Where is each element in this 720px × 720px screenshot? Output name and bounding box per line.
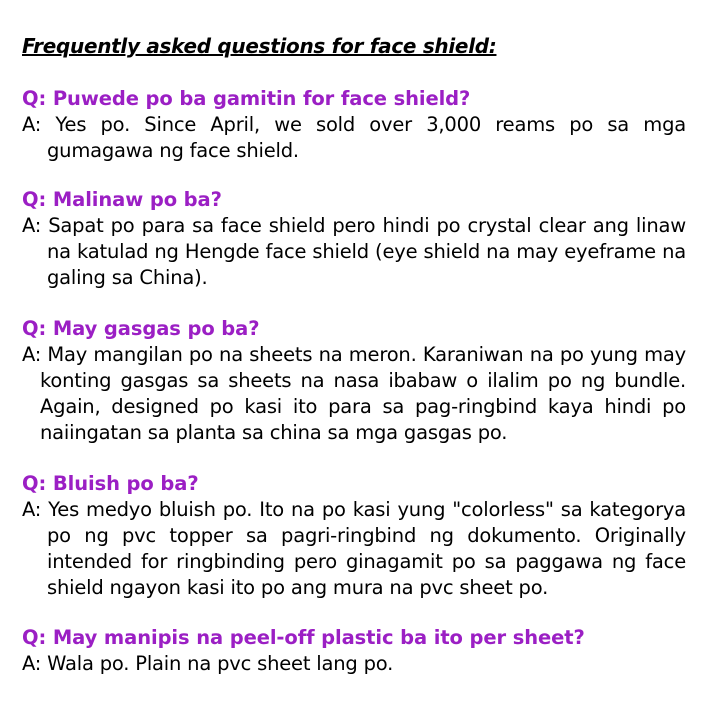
faq-answer: A: Sapat po para sa face shield pero hindi po crystal clear ang linaw na katulad ng Hengde face shield (eye shield na may eyeframe na galing sa China). (22, 214, 686, 289)
faq-item-1 (22, 86, 686, 164)
faq-question: Q: May gasgas po ba? (22, 317, 260, 340)
faq-item-3 (22, 316, 686, 446)
page-title: Frequently asked questions for face shield: (22, 34, 497, 58)
faq-answer: A: Yes po. Since April, we sold over 3,000 reams po sa mga gumagawa ng face shield. (22, 113, 686, 162)
faq-item-4 (22, 471, 686, 601)
faq-question: Q: Bluish po ba? (22, 472, 199, 495)
faq-item-5 (22, 625, 686, 677)
faq-question: Q: May manipis na peel-off plastic ba ito per sheet? (22, 626, 585, 649)
faq-question: Q: Puwede po ba gamitin for face shield? (22, 87, 471, 110)
faq-answer: A: Wala po. Plain na pvc sheet lang po. (22, 652, 394, 675)
faq-answer: A: Yes medyo bluish po. Ito na po kasi yung "colorless" sa kategorya po ng pvc topper sa pagri-ringbind ng dokumento. Originally intended for ringbinding pero ginagamit po sa paggawa ng face shield ngayon kasi ito po ang mura na pvc sheet po. (22, 498, 686, 599)
faq-item-2 (22, 187, 686, 291)
faq-answer: A: May mangilan po na sheets na meron. Karaniwan na po yung may konting gasgas sa sheets na nasa ibabaw o ilalim po ng bundle. Again, designed po kasi ito para sa pag-ringbind kaya hindi po naiingatan sa planta sa china sa mga gasgas po. (22, 343, 686, 444)
faq-question: Q: Malinaw po ba? (22, 188, 222, 211)
